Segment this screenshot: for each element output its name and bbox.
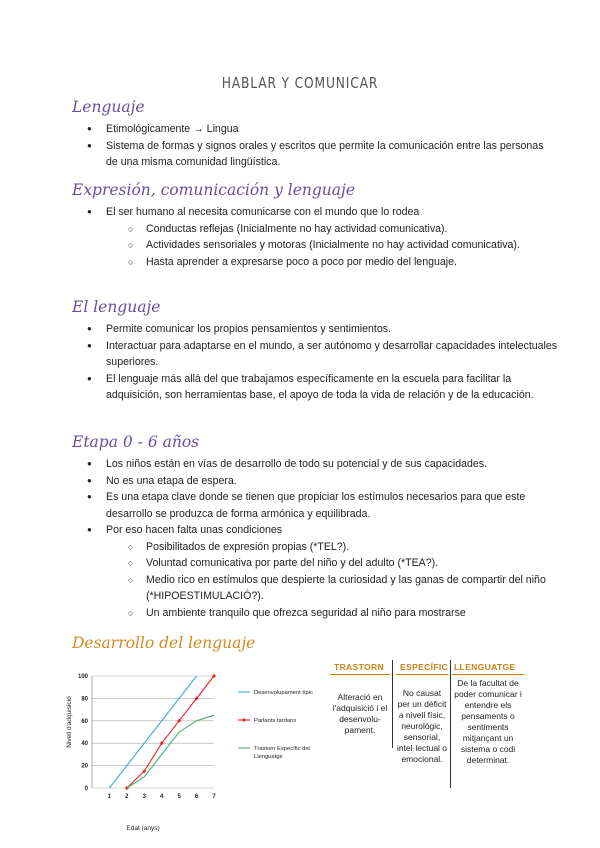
list-item: ● No es una etapa de espera. [72, 473, 558, 490]
list-subitem: ○ Voluntad comunicativa por parte del niño y del adulto (*TEA?). [72, 555, 558, 572]
list-subitem: ○ Actividades sensoriales y motoras (Inicialmente no hay actividad comunicativa). [72, 237, 558, 254]
list-etapa [72, 456, 558, 621]
y-axis-label: Nivell d'adquisició [66, 696, 73, 748]
list-item: ● Interactuar para adaptarse en el mundo, a ser autónomo y desarrollar capacidades intelectuales superiores. [72, 338, 558, 371]
table-cell-llenguatge: De la facultat de poder comunicar i entendre els pensaments o sentiments mitjançant un sistema o codi determinat. [454, 678, 522, 765]
x-axis-label: Edat (anys) [126, 825, 160, 832]
heading-expresion: Expresión, comunicación y lenguaje [72, 181, 355, 199]
y-tick-label: 100 [77, 674, 88, 680]
list-subitem: ○ Hasta aprender a expresarse poco a poco por medio del lenguaje. [72, 254, 558, 271]
table-header-llenguatge: LLENGUATGE [454, 662, 516, 672]
list-el-lenguaje [72, 321, 558, 404]
list-subitem: ○ Medio rico en estímulos que despierte la curiosidad y las ganas de compartir del niño (*HIPOESTIMULACIÓ?). [72, 572, 558, 605]
x-tick-label: 2 [125, 794, 129, 800]
heading-lenguaje: Lenguaje [72, 98, 145, 116]
list-item: ● Por eso hacen falta unas condiciones [72, 522, 558, 539]
y-tick-label: 0 [84, 786, 88, 792]
list-item: ● El ser humano al necesita comunicarse con el mundo que lo rodea [72, 204, 558, 221]
y-tick-label: 80 [81, 696, 88, 703]
list-item: ● Permite comunicar los propios pensamientos y sentimientos. [72, 321, 558, 338]
table-cell-trastorn: Alteració en l'adquisició i el desenvolu- pament. [332, 692, 388, 735]
header-underline [330, 674, 390, 675]
series-line [109, 676, 196, 788]
header-underline [396, 674, 448, 675]
series-line [127, 676, 214, 788]
x-tick-label: 5 [177, 794, 181, 800]
legend-label: Trastorn Específic del [254, 746, 310, 752]
y-tick-label: 20 [81, 763, 88, 770]
legend-marker [242, 718, 246, 722]
y-tick-label: 60 [81, 718, 88, 725]
list-subitem: ○ Un ambiente tranquilo que ofrezca seguridad al niño para mostrarse [72, 605, 558, 622]
x-tick-label: 7 [212, 794, 216, 800]
list-item: ● El lenguaje más allá del que trabajamos específicamente en la escuela para facilitar la adquisición, son herramientas base, el apoyo de toda la vida de relación y de la educación. [72, 371, 558, 404]
series-line [127, 715, 214, 788]
legend-label: Parlants tardans [254, 718, 297, 724]
list-item: ● Sistema de formas y signos orales y escritos que permite la comunicación entre las personas de una misma comunidad lingüística. [72, 138, 558, 171]
list-lenguaje [72, 121, 558, 171]
x-tick-label: 6 [194, 794, 199, 800]
column-divider [392, 660, 393, 748]
x-tick-label: 3 [142, 794, 146, 800]
chart-legend [238, 690, 313, 760]
chart-series [109, 674, 216, 790]
list-subitem: ○ Conductas reflejas (Inicialmente no hay actividad comunicativa). [72, 221, 558, 238]
list-item: ● Los niños están en vías de desarrollo de todo su potencial y de sus capacidades. [72, 456, 558, 473]
column-divider [450, 660, 451, 788]
heading-el-lenguaje: El lenguaje [72, 298, 161, 316]
heading-desarrollo: Desarrollo del lenguaje [72, 634, 256, 652]
list-expresion [72, 204, 558, 270]
chart-ticks [78, 674, 216, 800]
header-underline [452, 674, 524, 675]
list-subitem: ○ Posibilitados de expresión propias (*TEL?). [72, 539, 558, 556]
definition-table [326, 658, 540, 788]
x-tick-label: 1 [107, 794, 112, 800]
table-cell-especific: No causat per un dèficit a nivell físic, neurològic, sensorial, intel·lectual o emocional. [396, 688, 448, 764]
heading-etapa: Etapa 0 - 6 años [72, 433, 200, 451]
x-tick-label: 4 [160, 794, 164, 800]
legend-label: Llenguatge [254, 754, 283, 760]
y-tick-label: 40 [81, 741, 88, 748]
development-chart [62, 664, 332, 834]
page-title: HABLAR Y COMUNICAR [221, 74, 379, 92]
table-header-trastorn: TRASTORN [334, 662, 384, 672]
list-item: ● Es una etapa clave donde se tienen que propiciar los estímulos necesarios para que este desarrollo se produzca de forma armónica y equilibrada. [72, 489, 558, 522]
table-header-especific: ESPECÍFIC [400, 662, 449, 672]
legend-label: Desenvolupament típic [254, 690, 313, 696]
list-item: ● Etimológicamente → Lingua [72, 121, 558, 138]
